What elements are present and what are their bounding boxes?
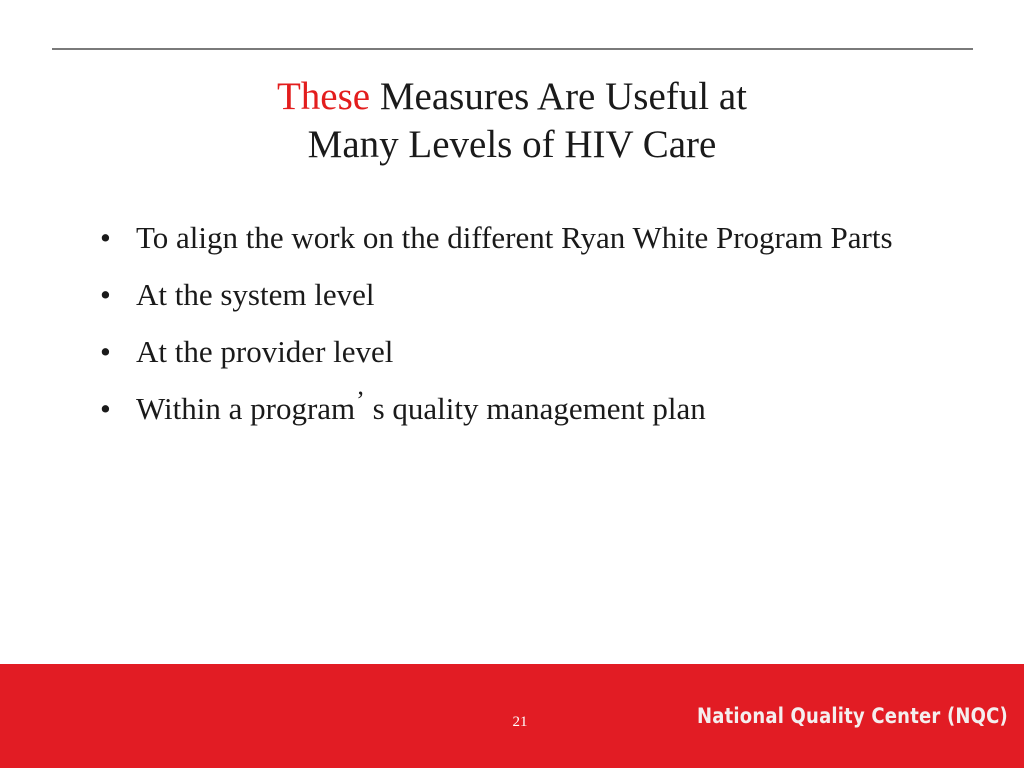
- bullet-item-system-level: [96, 273, 916, 317]
- title-line-1-rest: Measures Are Useful at: [379, 75, 747, 118]
- bullet-apostrophe: ’: [356, 386, 365, 415]
- title-line-1: [0, 73, 1024, 121]
- bullet-item-quality-plan: [96, 387, 916, 433]
- footer-bar: [0, 664, 1024, 768]
- bullet-text-before: Within a program: [136, 391, 356, 426]
- slide-title: [0, 73, 1024, 169]
- bullet-text: At the system level: [136, 277, 375, 312]
- bullet-item-provider-level: [96, 330, 916, 374]
- bullet-dot-icon: •: [100, 277, 111, 312]
- bullet-text: At the provider level: [136, 334, 394, 369]
- bullet-text-after: s quality management plan: [372, 391, 706, 426]
- bullet-dot-icon: •: [100, 220, 111, 255]
- header-divider: [52, 48, 973, 50]
- bullet-dot-icon: •: [100, 334, 111, 369]
- title-accent-word: These: [276, 75, 371, 118]
- bullet-text: To align the work on the different Ryan White Program Parts: [136, 220, 893, 255]
- organization-logo-text: National Quality Center (NQC): [697, 704, 1008, 730]
- page-number: 21: [512, 714, 528, 730]
- bullet-item-align-work: [96, 216, 916, 260]
- bullet-dot-icon: •: [100, 391, 111, 426]
- bullet-list: [96, 216, 916, 446]
- title-line-2: Many Levels of HIV Care: [307, 123, 717, 166]
